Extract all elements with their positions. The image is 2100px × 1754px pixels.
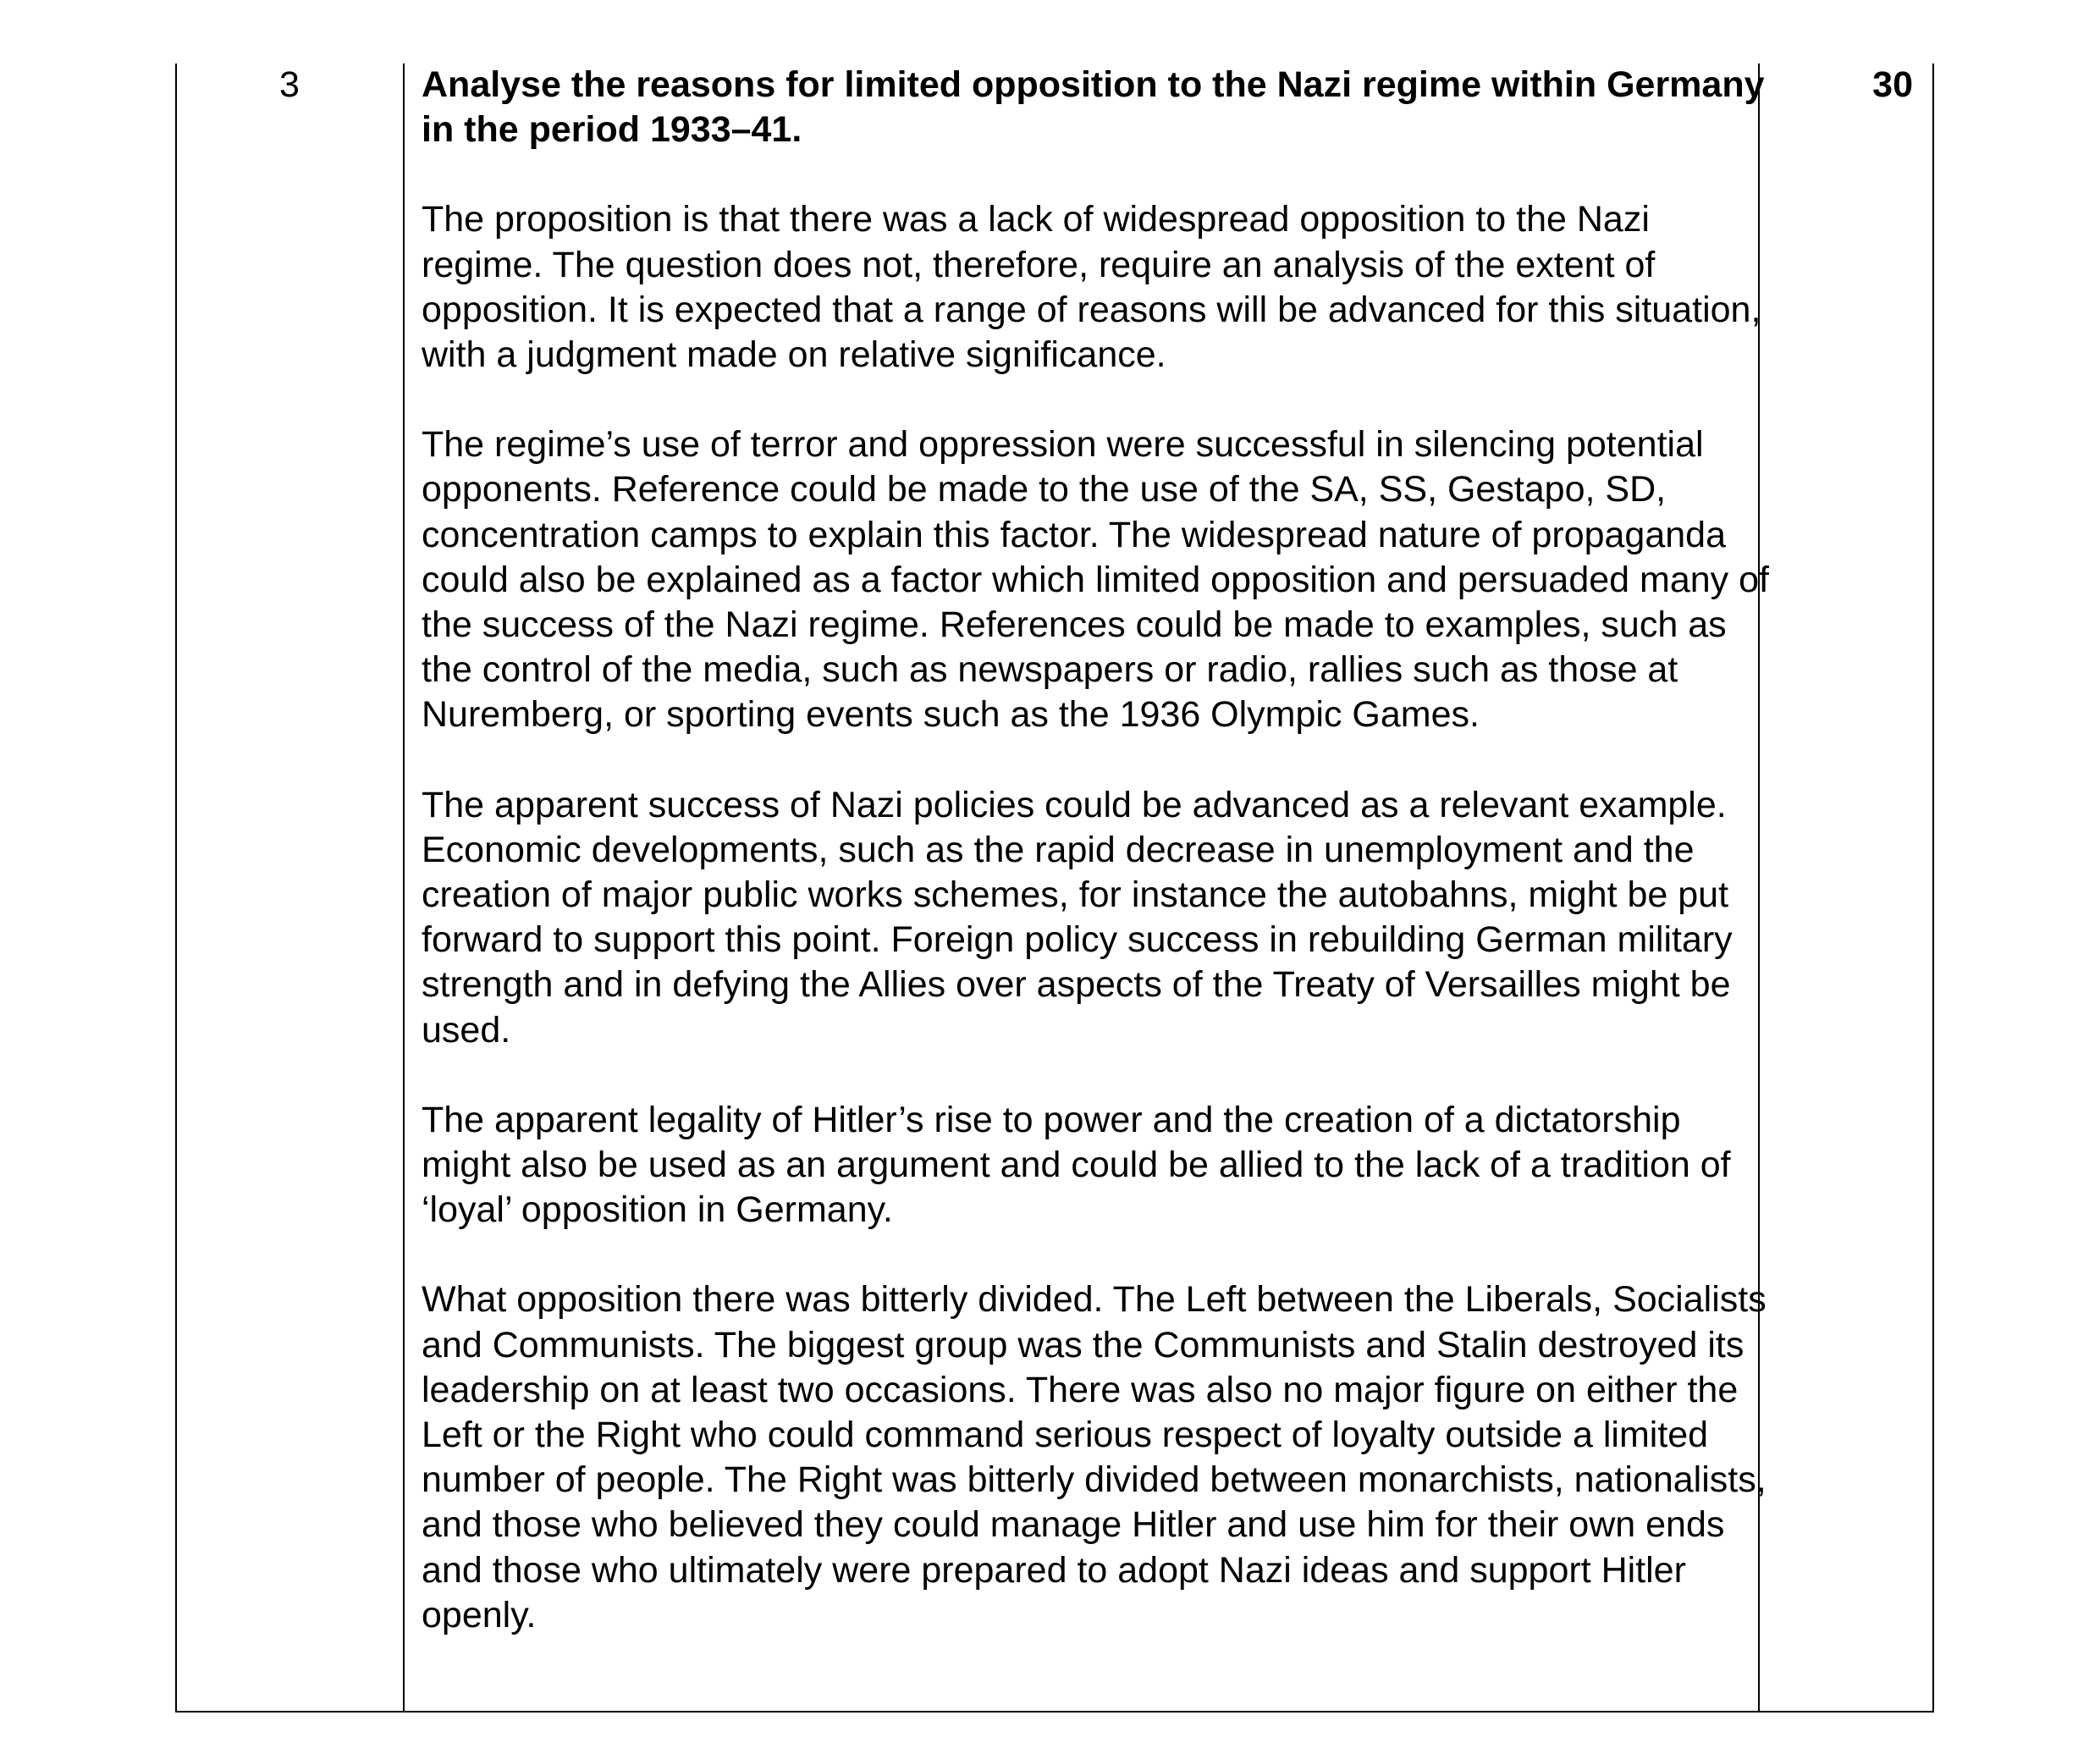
table-divider-number: [403, 63, 405, 1713]
answer-paragraph: The regime’s use of terror and oppression were successful in silencing potential opponents. Reference could be made to the use of the SA, SS, Gestapo, SD, concentration camps to explain this factor. The widespread nature of propaganda could also be explained as a factor which limited opposition and persuaded many of the success of the Nazi regime. References could be made to examples, such as the control of the media, such as newspapers or radio, rallies such as those at Nuremberg, or sporting events such as the 1936 Olympic Games.: [422, 424, 1769, 736]
question-marks: 30: [1872, 64, 1913, 105]
table-border-right: [1932, 63, 1934, 1713]
question-title: Analyse the reasons for limited opposition to the Nazi regime within Germany in the period 1933–41.: [422, 64, 1765, 151]
answer-paragraph: The apparent legality of Hitler’s rise to power and the creation of a dictatorship might also be used as an argument and could be allied to the lack of a tradition of ‘loyal’ opposition in Germany.: [422, 1099, 1731, 1231]
table-border-bottom: [175, 1711, 1934, 1713]
answer-paragraph: What opposition there was bitterly divided. The Left between the Liberals, Socialists and Communists. The biggest group was the Communists and Stalin destroyed its leadership on at least two occasions. There was also no major figure on either the Left or the Right who could command serious respect of loyalty outside a limited number of people. The Right was bitterly divided between monarchists, nationalists, and those who believed they could manage Hitler and use him for their own ends and those who ultimately were prepared to adopt Nazi ideas and support Hitler openly.: [422, 1279, 1767, 1635]
question-content: [422, 63, 1769, 1638]
table-border-left: [175, 63, 177, 1713]
answer-paragraph: The proposition is that there was a lack of widespread opposition to the Nazi regime. The question does not, therefore, require an analysis of the extent of opposition. It is expected that a range of reasons will be advanced for this situation, with a judgment made on relative significance.: [422, 199, 1761, 376]
question-number: 3: [279, 64, 300, 105]
answer-paragraph: The apparent success of Nazi policies could be advanced as a relevant example. Economic developments, such as the rapid decrease in unemployment and the creation of major public works schemes, for instance the autobahns, might be put forward to support this point. Foreign policy success in rebuilding German military strength and in defying the Allies over aspects of the Treaty of Versailles might be used.: [422, 784, 1733, 1051]
